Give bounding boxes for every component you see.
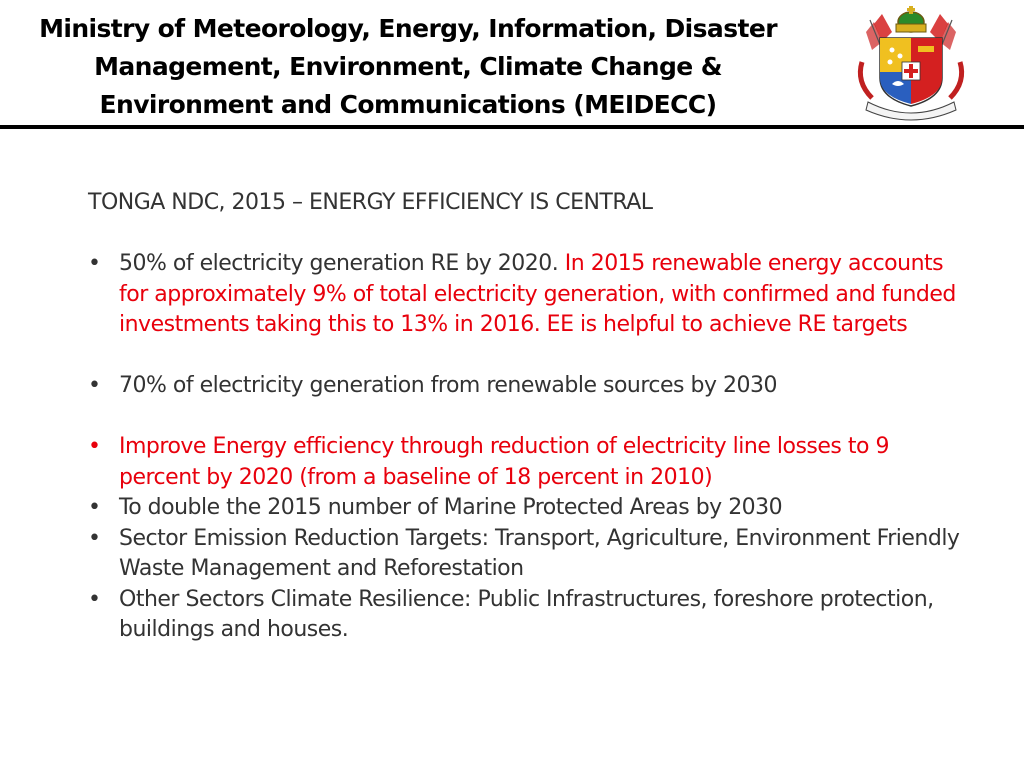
list-item: • Sector Emission Reduction Targets: Transport, Agriculture, Environment Friendly Waste Management and Reforestation: [88, 524, 968, 585]
title-line-1: Ministry of Meteorology, Energy, Information, Disaster: [39, 14, 777, 43]
spacer: [88, 402, 968, 433]
title-line-2: Management, Environment, Climate Change &: [94, 52, 722, 81]
shield-icon: [880, 38, 942, 106]
bullet-highlight-text: In 2015 renewable energy accounts for approximately 9% of total electricity generation, with confirmed and funded investments taking this to 13% in 2016. EE is helpful to achieve RE targets: [119, 251, 956, 337]
bullet-list: [88, 249, 968, 646]
coat-of-arms-icon: [852, 2, 970, 124]
list-item: • 70% of electricity generation from renewable sources by 2030: [88, 371, 968, 402]
list-item: • Other Sectors Climate Resilience: Public Infrastructures, foreshore protection, buildings and houses.: [88, 585, 968, 646]
header-divider: [0, 125, 1024, 129]
bullet-text: 50% of electricity generation RE by 2020.: [119, 251, 565, 276]
crown-icon: [896, 6, 926, 32]
spacer: [88, 341, 968, 372]
page-title: [18, 10, 798, 124]
section-heading: TONGA NDC, 2015 – ENERGY EFFICIENCY IS CENTRAL: [88, 190, 653, 215]
slide-content: [88, 188, 968, 646]
list-item: • Improve Energy efficiency through reduction of electricity line losses to 9 percent by 2020 (from a baseline of 18 percent in 2010): [88, 432, 968, 493]
list-item: • To double the 2015 number of Marine Protected Areas by 2030: [88, 493, 968, 524]
title-line-3: Environment and Communications (MEIDECC): [99, 90, 717, 119]
list-item: [88, 249, 968, 341]
